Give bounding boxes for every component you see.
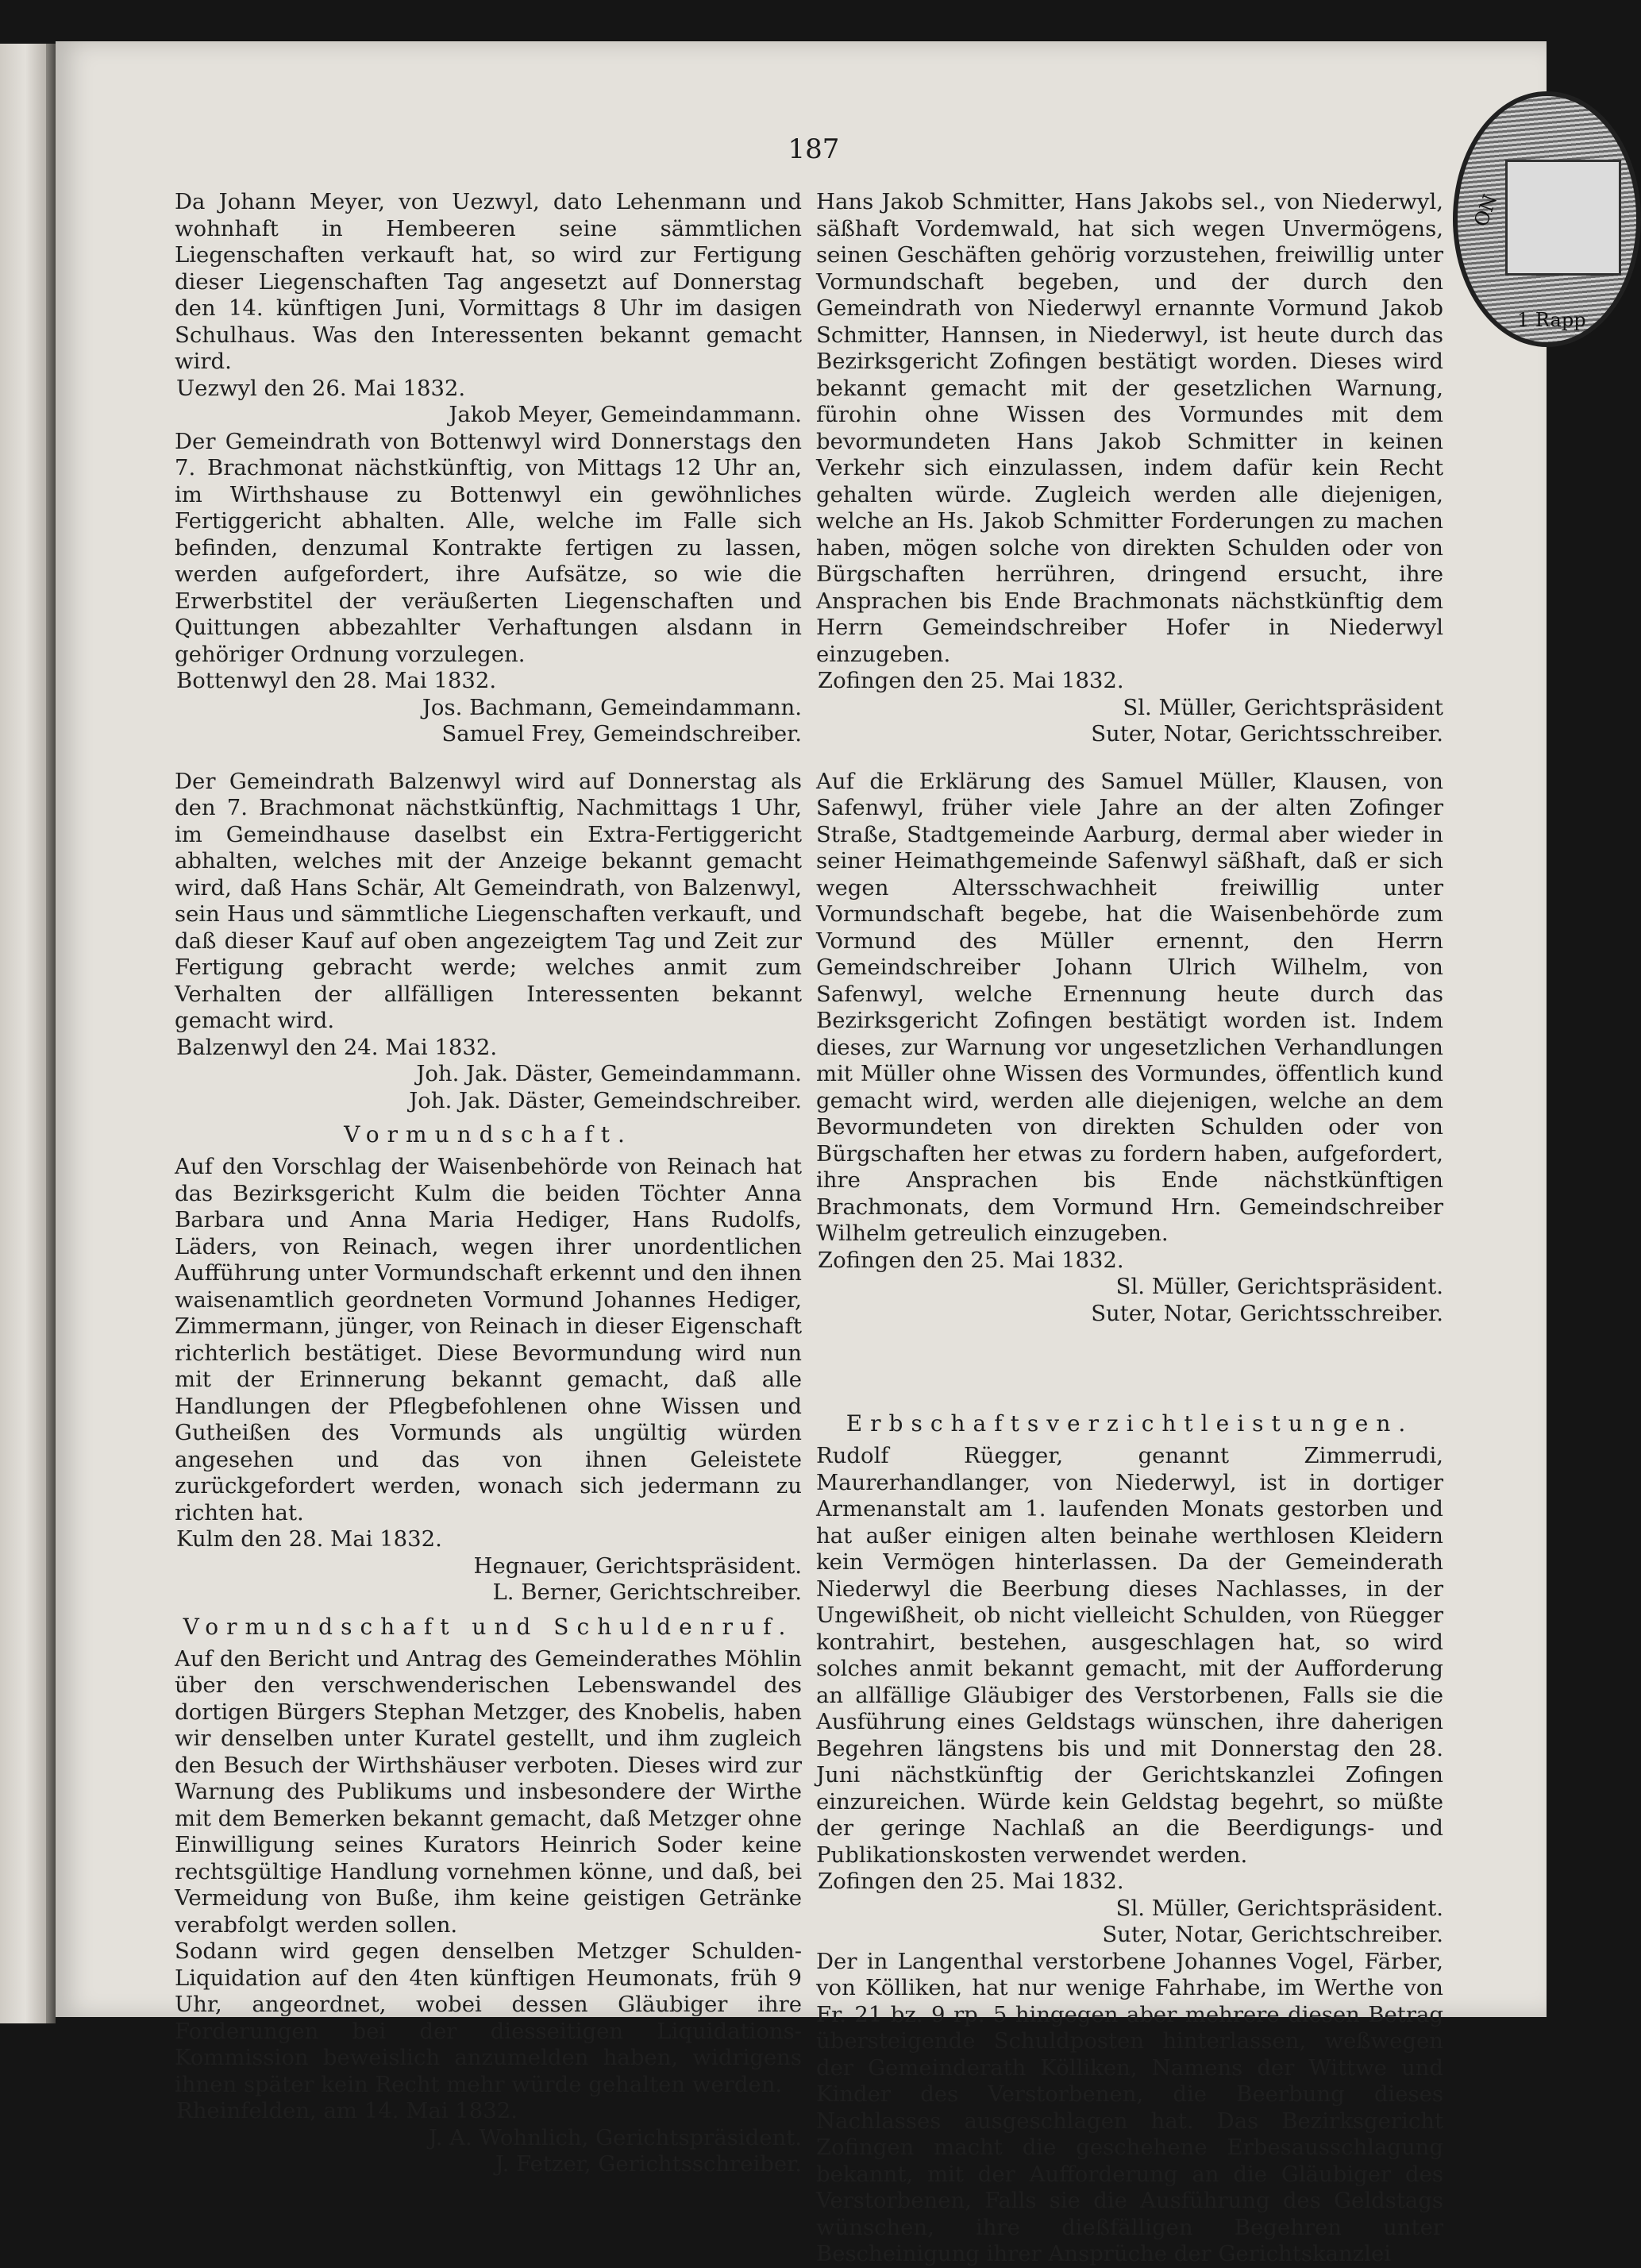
signature-line: Joh. Jak. Däster, Gemeindschreiber.	[409, 1087, 802, 1113]
facing-page-edge	[0, 44, 46, 2023]
dateline: Kulm den 28. Mai 1832.	[176, 1526, 442, 1552]
signature-line: Sl. Müller, Gerichtspräsident.	[1115, 1895, 1443, 1921]
spacer	[816, 1327, 1443, 1403]
signature-line: Joh. Jak. Däster, Gemeindammann.	[416, 1061, 802, 1086]
stamp-emblem	[1505, 160, 1621, 276]
right-column	[816, 189, 1443, 2268]
section-heading: Vormundschaft.	[344, 1121, 633, 1148]
signature-line: Hegnauer, Gerichtspräsident.	[473, 1552, 802, 1579]
notice-paragraph: Der Gemeindrath von Bottenwyl wird Donnerstags den 7. Brachmonat nächstkünftig, von Mittags 12 Uhr an, im Wirthshause zu Bottenwyl ein gewöhnliches Fertiggericht abhalten. Alle, welche im Falle sich befinden, denzumal Kontrakte fertigen zu lassen, werden aufgefordert, ihre Aufsätze, so wie die Erwerbstitel der veräußerten Liegenschaften und Quittungen abbezahlter Verhaftungen alsdann in gehöriger Ordnung vorzulegen.	[175, 428, 802, 667]
spacer	[175, 748, 802, 769]
spacer	[816, 748, 1443, 769]
notice-paragraph: Der Gemeindrath Balzenwyl wird auf Donnerstag als den 7. Brachmonat nächstkünftig, Nachmittags 1 Uhr, im Gemeindhause daselbst ein Extra-Fertiggericht abhalten, welches mit der Anzeige bekannt gemacht wird, daß Hans Schär, Alt Gemeindrath, von Balzenwyl, sein Haus und sämmtliche Liegenschaften verkauft, und daß dieser Kauf auf oben angezeigtem Tag und Zeit zur Fertigung gebracht werde; welches anmit zum Verhalten der allfälligen Interessenten bekannt gemacht wird.	[175, 768, 802, 1033]
signature-line: Suter, Notar, Gerichtschreiber.	[1102, 1922, 1443, 1947]
signature-line: Jakob Meyer, Gemeindammann.	[449, 402, 802, 427]
notice-paragraph: Da Johann Meyer, von Uezwyl, dato Lehenmann und wohnhaft in Hembeeren seine sämmtlichen Liegenschaften verkauft hat, so wird zur Fertigung dieser Liegenschaften Tag angesetzt auf Donnerstag den 14. künftigen Juni, Vormittags 8 Uhr im dasigen Schulhaus. Was den Interessenten bekannt gemacht wird.	[175, 189, 802, 374]
notice-paragraph: Rudolf Rüegger, genannt Zimmerrudi, Maurerhandlanger, von Niederwyl, ist in dortiger Armenanstalt am 1. laufenden Monats gestorben und hat außer einigen alten beinahe werthlosen Kleidern kein Vermögen hinterlassen. Da der Gemeinderath Niederwyl die Beerbung dieses Nachlasses, in der Ungewißheit, ob nicht vielleicht Schulden, von Rüegger kontrahirt, bestehen, ausgeschlagen hat, so wird solches anmit bekannt gemacht, mit der Aufforderung an allfällige Gläubiger des Verstorbenen, Falls sie die Ausführung eines Geldstags wünschen, ihre daherigen Begehren längstens bis und mit Donnerstag den 28. Juni nächstkünftig der Gerichtskanzlei Zofingen einzureichen. Würde kein Geldstag begehrt, so müßte der geringe Nachlaß an die Beerdigungs- und Publikationskosten verwendet werden.	[816, 1443, 1443, 1868]
stamp-top-text: ON	[1470, 191, 1502, 230]
dateline: Zofingen den 25. Mai 1832.	[818, 1247, 1124, 1273]
page-number: 187	[788, 133, 840, 165]
dateline: Rheinfelden, am 14. Mai 1832.	[176, 2098, 518, 2123]
library-stamp	[1453, 91, 1641, 347]
book-spine	[46, 44, 56, 2023]
notice-paragraph: Hans Jakob Schmitter, Hans Jakobs sel., von Niederwyl, säßhaft Vordemwald, hat sich wegen Unvermögens, seinen Geschäften gehörig vorzustehen, freiwillig unter Vormundschaft begeben, und der durch den Gemeindrath von Niederwyl ernannte Vormund Jakob Schmitter, Hannsen, in Niederwyl, ist heute durch das Bezirksgericht Zofingen bestätigt worden. Dieses wird bekannt gemacht mit der gesetzlichen Warnung, fürohin ohne Wissen des Vormundes mit dem bevormundeten Hans Jakob Schmitter in keinen Verkehr sich einzulassen, indem dafür kein Recht gehalten würde. Zugleich werden alle diejenigen, welche an Hs. Jakob Schmitter Forderungen zu machen haben, mögen solche von direkten Schulden oder von Bürgschaften herrühren, dringend ersucht, ihre Ansprachen bis Ende Brachmonats nächstkünftig dem Herrn Gemeindschreiber Hofer in Niederwyl einzugeben.	[816, 189, 1443, 667]
dateline: Zofingen den 25. Mai 1832.	[818, 1869, 1124, 1894]
dateline: Uezwyl den 26. Mai 1832.	[176, 375, 466, 401]
notice-paragraph: Auf den Bericht und Antrag des Gemeinderathes Möhlin über den verschwenderischen Lebenswandel des dortigen Bürgers Stephan Metzger, des Knobelis, haben wir denselben unter Kuratel gestellt, und ihm zugleich den Besuch der Wirthshäuser verboten. Dieses wird zur Warnung des Publikums und insbesondere der Wirthe mit dem Bemerken bekannt gemacht, daß Metzger ohne Einwilligung seines Kurators Heinrich Soder keine rechtsgültige Handlung vornehmen könne, und daß, bei Vermeidung von Buße, ihm keine geistigen Getränke verabfolgt werden sollen.	[175, 1645, 802, 1938]
signature-line: Sl. Müller, Gerichtspräsident	[1123, 694, 1443, 720]
signature-line: Jos. Bachmann, Gemeindammann.	[422, 694, 802, 720]
notice-paragraph: Der in Langenthal verstorbene Johannes Vogel, Färber, von Kölliken, hat nur wenige Fahrhabe, im Werthe von Fr. 21 bz. 9 rp. 5 hingegen aber mehrere diesen Betrag übersteigende Schuldposten hinterlassen, weßwegen der Gemeinderath Kölliken, Namens der Wittwe und Kinder des Verstorbenen, die Beerbung dieses Nachlasses ausgeschlagen hat. Das Bezirksgericht Zofingen macht die geschehene Erbesausschlagung bekannt, mit der Aufforderung an die Gläubiger des Verstorbenen, Falls sie die Ausführung des Geldstags wünschen, ihre dießfälligen Begehren unter Bescheinigung ihrer Ansprüche der Gerichtskanzlei	[816, 1948, 1443, 2266]
dateline: Zofingen den 25. Mai 1832.	[818, 668, 1124, 693]
left-column	[175, 189, 802, 2178]
dateline: Balzenwyl den 24. Mai 1832.	[176, 1034, 498, 1060]
stamp-bottom-text: 1 Rapp	[1517, 309, 1586, 331]
signature-line: Suter, Notar, Gerichtsschreiber.	[1091, 721, 1443, 746]
signature-line: Samuel Frey, Gemeindschreiber.	[441, 721, 802, 746]
notice-paragraph: Auf die Erklärung des Samuel Müller, Klausen, von Safenwyl, früher viele Jahre an der alten Zofinger Straße, Stadtgemeinde Aarburg, dermal aber wieder in seiner Heimathgemeinde Safenwyl säßhaft, daß er sich wegen Altersschwachheit freiwillig unter Vormundschaft begebe, hat die Waisenbehörde zum Vormund des Müller ernennt, den Herrn Gemeindschreiber Johann Ulrich Wilhelm, von Safenwyl, welche Ernennung heute durch das Bezirksgericht Zofingen bestätigt worden ist. Indem dieses, zur Warnung vor ungesetzlichen Verhandlungen mit Müller ohne Wissen des Vormundes, öffentlich kund gemacht wird, werden alle diejenigen, welche an dem Bevormundeten von direkten Schulden oder von Bürgschaften her etwas zu fordern haben, aufgefordert, ihre Ansprachen bis Ende nächstkünftigen Brachmonats, dem Vormund Hrn. Gemeindschreiber Wilhelm getreulich einzugeben.	[816, 768, 1443, 1246]
signature-line: J. Fetzer, Gerichtsschreiber.	[495, 2151, 802, 2177]
section-heading: Erbschaftsverzichtleistungen.	[846, 1410, 1414, 1437]
section-heading: Vormundschaft und Schuldenruf.	[183, 1613, 794, 1640]
signature-line: Suter, Notar, Gerichtsschreiber.	[1091, 1300, 1443, 1326]
signature-line: J. A. Wohnlich, Gerichtspräsident.	[428, 2124, 802, 2150]
dateline: Bottenwyl den 28. Mai 1832.	[176, 668, 497, 693]
notice-paragraph: Auf den Vorschlag der Waisenbehörde von Reinach hat das Bezirksgericht Kulm die beiden Töchter Anna Barbara und Anna Maria Hediger, Hans Rudolfs, Läders, von Reinach, wegen ihrer unordentlichen Aufführung unter Vormundschaft erkennt und den ihnen waisenamtlich geordneten Vormund Johannes Hediger, Zimmermann, jünger, von Reinach in dieser Eigenschaft richterlich bestätiget. Diese Bevormundung wird nun mit der Erinnerung bekannt gemacht, daß alle Handlungen der Pflegbefohlenen ohne Wissen und Gutheißen des Vormunds als ungültig würden angesehen und das von ihnen Geleistete zurückgefordert werden, wonach sich jedermann zu richten hat.	[175, 1154, 802, 1526]
signature-line: Sl. Müller, Gerichtspräsident.	[1115, 1274, 1443, 1299]
signature-line: L. Berner, Gerichtschreiber.	[492, 1580, 802, 1605]
notice-paragraph: Sodann wird gegen denselben Metzger Schulden-Liquidation auf den 4ten künftigen Heumonats, früh 9 Uhr, angeordnet, wobei dessen Gläubiger ihre Forderungen bei der diesseitigen Liquidations-Kommission beweislich anzumelden haben, widrigens ihnen später kein Recht mehr würde gehalten werden.	[175, 1938, 802, 2097]
